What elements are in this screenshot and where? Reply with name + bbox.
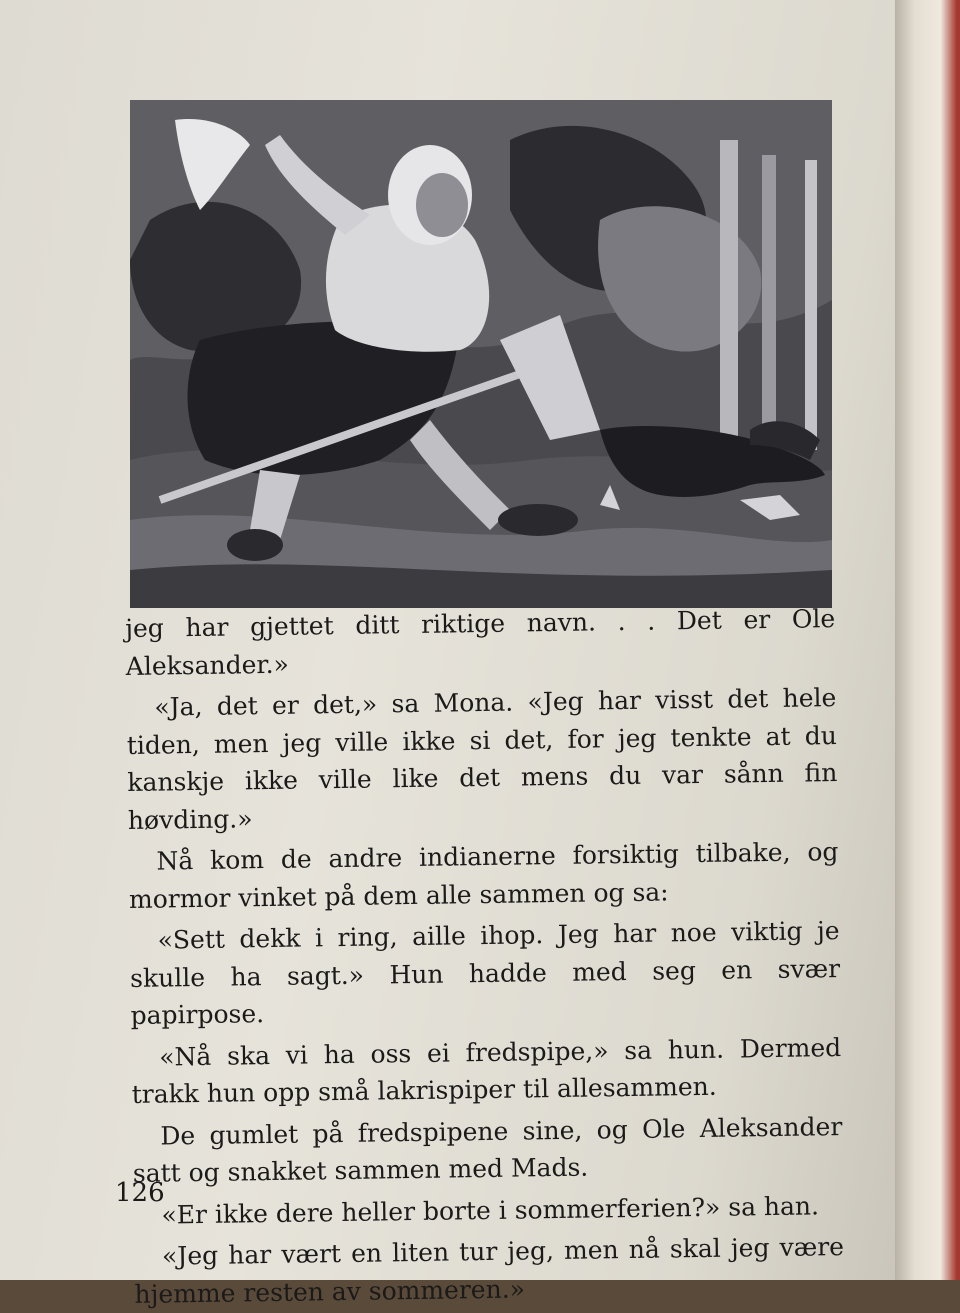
paragraph-4: «Sett dekk i ring, aille ihop. Jeg har noe viktig je skulle ha sagt.» Hun hadde med seg en svær papirpose. [129, 916, 841, 1030]
page-number: 126 [115, 1178, 165, 1208]
paragraph-8: «Jeg har vært en liten tur jeg, men nå skal jeg være hjemme resten av sommeren.» [134, 1232, 845, 1309]
facing-page-edge [895, 0, 960, 1280]
illustration [130, 100, 832, 608]
paragraph-6: De gumlet på fredspipene sine, og Ole Aleksander satt og snakket sammen med Mads. [132, 1111, 843, 1188]
paragraph-3: Nå kom de andre indianerne forsiktig tilbake, og mormor vinket på dem alle sammen og sa: [128, 837, 839, 914]
body-text [125, 600, 845, 1313]
paragraph-2: «Ja, det er det,» sa Mona. «Jeg har visst det hele tiden, men jeg ville ikke si det, for jeg tenkte at du kanskje ikke ville like det mens du var sånn fin høvding.» [126, 683, 838, 835]
paragraph-7: «Er ikke dere heller borte i sommerferien?» sa han. [161, 1190, 820, 1230]
paragraph-5: «Nå ska vi ha oss ei fredspipe,» sa hun. Dermed trakk hun opp små lakrispiper til allesammen. [131, 1032, 842, 1109]
illustration-drawing [130, 100, 832, 608]
paragraph-1: jeg har gjettet ditt riktige navn. . . Det er Ole Aleksander.» [125, 604, 836, 681]
